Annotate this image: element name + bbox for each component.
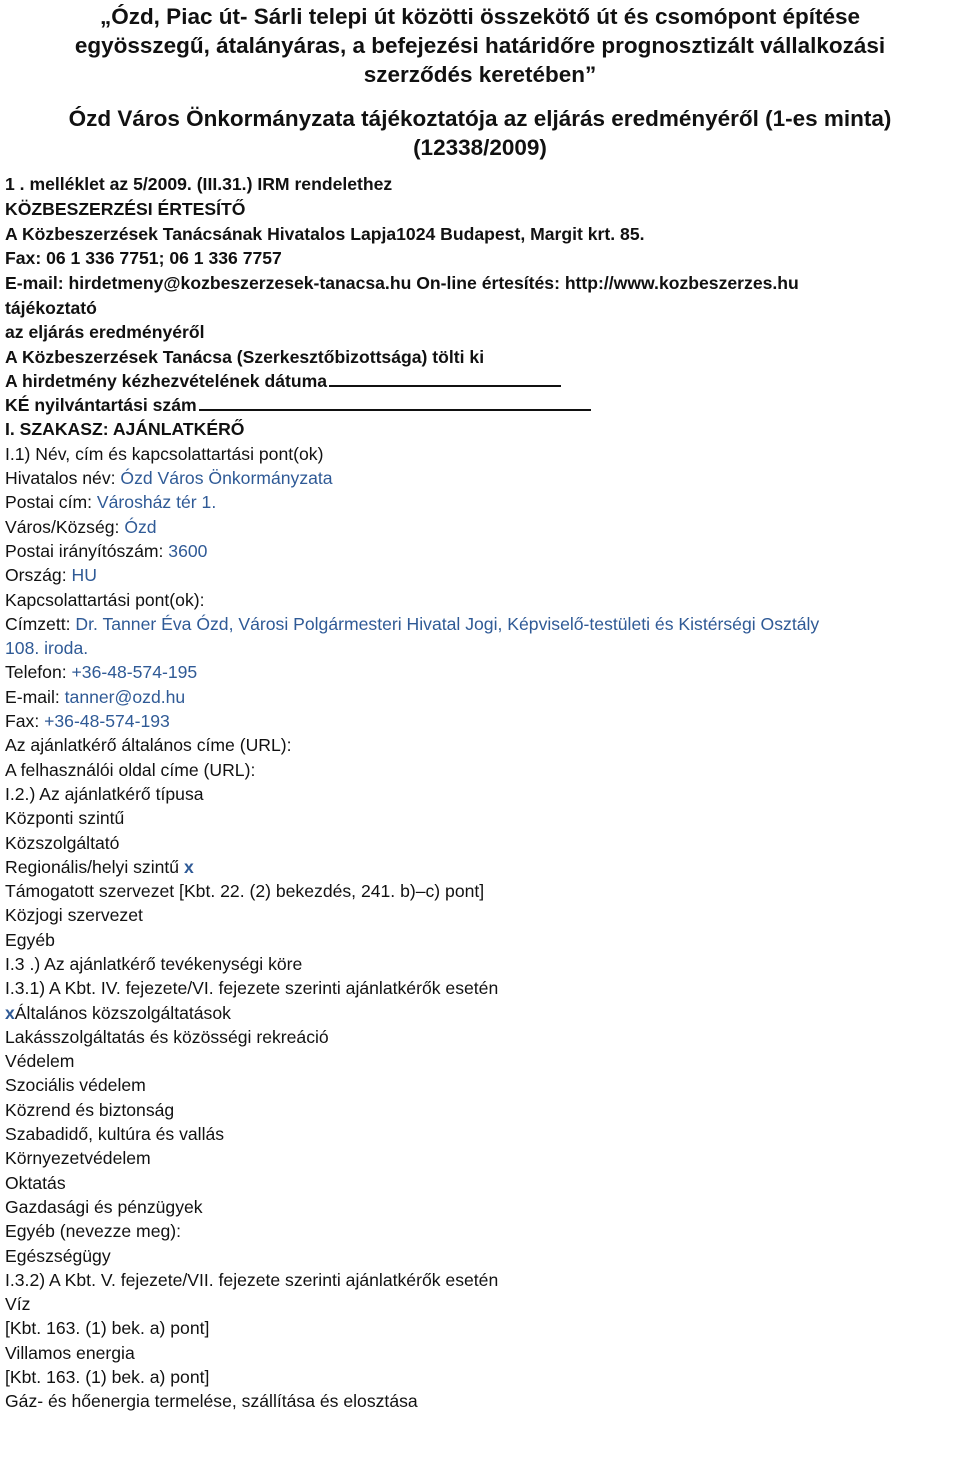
title-line-1: „Ózd, Piac út- Sárli telepi út közötti összekötő út és csomópont építése [99, 4, 861, 29]
tevekenyseg-item: Szociális védelem [5, 1075, 146, 1096]
altalanos-row [5, 1001, 950, 1025]
irsz-value: 3600 [168, 540, 208, 561]
regionalis-check-mark: x [183, 856, 194, 877]
cimzett-row [5, 612, 950, 636]
header-block [0, 172, 960, 442]
postai-cim-row [5, 490, 950, 514]
tipus-kozponti: Központi szintű [5, 808, 125, 829]
body-block [0, 442, 960, 1414]
varos-row [5, 515, 950, 539]
altalanos-label: Általános közszolgáltatások [14, 1002, 231, 1023]
title-line-2: egyösszegű, átalányáras, a befejezési határidőre prognosztizált vállalkozási [74, 33, 886, 58]
tipus-kozjogi: Közjogi szervezet [5, 905, 143, 926]
szakasz-heading: I. SZAKASZ: AJÁNLATKÉRŐ [5, 419, 245, 440]
telefon-row [5, 660, 950, 684]
email-line: E-mail: hirdetmeny@kozbeszerzesek-tanacsa.hu On-line értesítés: http://www.kozbeszerzes.hu [5, 273, 799, 294]
email-value: tanner@ozd.hu [64, 686, 186, 707]
fax-value: +36-48-574-193 [44, 711, 170, 732]
telefon-label: Telefon: [5, 662, 72, 683]
postai-cim-label: Postai cím: [5, 492, 97, 513]
cimzett-label: Címzett: [5, 613, 76, 634]
tipus-regionalis: Regionális/helyi szintű [5, 856, 184, 877]
telefon-value: +36-48-574-195 [71, 662, 198, 683]
hivatalos-nev-row [5, 466, 950, 490]
tipus-tamogatott: Támogatott szervezet [Kbt. 22. (2) bekezdés, 241. b)–c) pont] [5, 881, 485, 902]
varos-label: Város/Község: [5, 516, 125, 537]
iroda: 108. iroda. [5, 638, 89, 659]
agazat-item: [Kbt. 163. (1) bek. a) pont] [5, 1318, 210, 1339]
agazat-item: Gáz- és hőenergia termelése, szállítása és elosztása [5, 1391, 418, 1412]
title-line-5: (12338/2009) [413, 135, 547, 160]
ke-row [5, 393, 960, 417]
irsz-label: Postai irányítószám: [5, 540, 169, 561]
datum-label: A hirdetmény kézhezvételének dátuma [5, 370, 328, 391]
document-title [0, 0, 960, 162]
tevekenyseg-item: Védelem [5, 1051, 75, 1072]
fax-row [5, 709, 950, 733]
kbt-iv-heading: I.3.1) A Kbt. IV. fejezete/VI. fejezete szerinti ajánlatkérők esetén [5, 978, 499, 999]
tevekenyseg-item: Környezetvédelem [5, 1148, 151, 1169]
agazat-item: [Kbt. 163. (1) bek. a) pont] [5, 1367, 210, 1388]
tevekenyseg-heading: I.3 .) Az ajánlatkérő tevékenységi köre [5, 954, 303, 974]
title-line-3: szerződés keretében” [363, 62, 597, 87]
varos-value: Ózd [124, 516, 157, 537]
tanacs-tolti-ki: A Közbeszerzések Tanácsa (Szerkesztőbizottsága) tölti ki [5, 346, 485, 367]
postai-cim-value: Városház tér 1. [96, 492, 217, 513]
datum-blank [329, 384, 561, 387]
tipus-heading: I.2.) Az ajánlatkérő típusa [5, 783, 204, 804]
orszag-row [5, 563, 950, 587]
hivatalos-nev-value: Ózd Város Önkormányzata [120, 468, 333, 489]
url-altalanos: Az ajánlatkérő általános címe (URL): [5, 735, 292, 756]
tevekenyseg-item: Oktatás [5, 1172, 66, 1193]
fax-label: Fax: [5, 711, 45, 732]
tevekenyseg-item: Lakásszolgáltatás és közösségi rekreáció [5, 1026, 329, 1047]
kapcsolattartasi-heading: Kapcsolattartási pont(ok): [5, 589, 205, 610]
agazat-item: Villamos energia [5, 1342, 135, 1363]
tevekenyseg-item: Egészségügy [5, 1245, 111, 1266]
url-felhasznaloi: A felhasználói oldal címe (URL): [5, 759, 256, 780]
irsz-row [5, 539, 950, 563]
orszag-label: Ország: [5, 565, 72, 586]
kbt-v-heading: I.3.2) A Kbt. V. fejezete/VII. fejezete szerinti ajánlatkérők esetén [5, 1269, 499, 1290]
cimzett-value: Dr. Tanner Éva Ózd, Városi Polgármesteri Hivatal Jogi, Képviselő-testületi és Kistérségi Osztály [75, 613, 820, 634]
tevekenyseg-item: Szabadidő, kultúra és vallás [5, 1124, 225, 1145]
tipus-regionalis-row [5, 855, 950, 879]
hivatalos-nev-label: Hivatalos név: [5, 468, 121, 489]
tajekoztato: tájékoztató [5, 297, 97, 318]
orszag-value: HU [71, 565, 97, 586]
altalanos-check-mark: x [5, 1002, 15, 1023]
melleklet: 1 . melléklet az 5/2009. (III.31.) IRM rendelethez [5, 174, 393, 194]
hivatalos-lap: A Közbeszerzések Tanácsának Hivatalos Lapja1024 Budapest, Margit krt. 85. [5, 223, 645, 244]
nev-cim-heading: I.1) Név, cím és kapcsolattartási pont(ok) [5, 443, 324, 464]
tevekenyseg-item: Egyéb (nevezze meg): [5, 1221, 182, 1242]
ke-label: KÉ nyilvántartási szám [5, 395, 197, 416]
tipus-kozszolgaltato: Közszolgáltató [5, 832, 120, 853]
title-line-4: Ózd Város Önkormányzata tájékoztatója az eljárás eredményéről (1-es minta) [68, 106, 892, 131]
email-row [5, 685, 950, 709]
tevekenyseg-item: Gazdasági és pénzügyek [5, 1196, 203, 1217]
eredmeny: az eljárás eredményéről [5, 322, 205, 343]
tipus-egyeb: Egyéb [5, 929, 55, 950]
kozbeszerzesi-ertesito: KÖZBESZERZÉSI ÉRTESÍTŐ [5, 198, 246, 219]
ke-blank [199, 408, 591, 411]
agazat-item: Víz [5, 1294, 31, 1315]
fax-line: Fax: 06 1 336 7751; 06 1 336 7757 [5, 248, 282, 269]
email-label: E-mail: [5, 686, 65, 707]
tevekenyseg-item: Közrend és biztonság [5, 1099, 175, 1120]
datum-row [5, 369, 960, 393]
